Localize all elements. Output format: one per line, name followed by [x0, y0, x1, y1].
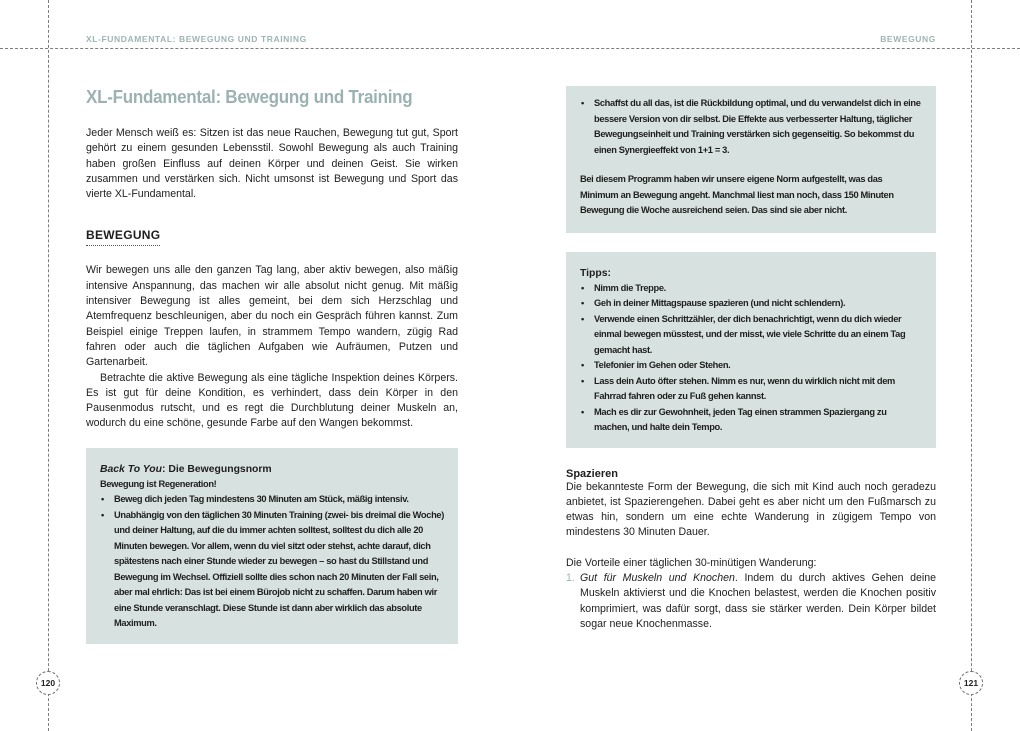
- box-list: [580, 96, 922, 158]
- tips-box: [566, 252, 936, 448]
- left-page: [86, 86, 458, 644]
- list-item: • Telefonier im Gehen oder Stehen.: [580, 358, 922, 374]
- box-title-rest: : Die Bewegungsnorm: [161, 463, 272, 475]
- box-paragraph: Bei diesem Programm haben wir unsere eigene Norm aufgestellt, was das Minimum an Bewegung angeht. Manchmal liest man noch, dass 150 Minuten Bewegung die Woche ausreichend seien. Das sind sie aber nicht.: [580, 174, 894, 215]
- crop-guide-top: [0, 48, 1020, 49]
- list-item: • Unabhängig von den täglichen 30 Minuten Training (zwei- bis dreimal die Woche) und deiner Haltung, auf die du immer achten solltest, solltest du dich alle 20 Minuten bewegen. Vor allem, wenn du viel sitzt oder stehst, achte darauf, dich spätestens nach einer Stunde wieder zu bewegen – so hast du Stillstand und Bewegung im Wechsel. Offiziell sollte dies schon nach 20 Minuten der Fall sein, aber mal ehrlich: Das ist bei einem Bürojob nicht zu schaffen. Darum haben wir eine Stunde veranschlagt. Diese Stunde ist dann aber wirklich das absolute Maximum.: [100, 508, 444, 632]
- list-item: • Mach es dir zur Gewohnheit, jeden Tag einen strammen Spaziergang zu machen, und halte dein Tempo.: [580, 405, 922, 436]
- box-list: [100, 492, 444, 632]
- box-subtitle: Bewegung ist Regeneration!: [100, 478, 217, 489]
- list-item-text: . Indem du durch aktives Gehen deine Muskeln aktivierst und die Knochen belastest, werden die Knochen positiv komprimiert, was dafür sorgt, dass sie stärker werden. Dein Körper bildet sogar neue Knochenmasse.: [580, 571, 937, 630]
- list-item: • Lass dein Auto öfter stehen. Nimm es nur, wenn du wirklich nicht mit dem Fahrrad fahren oder zu Fuß gehen kannst.: [580, 374, 922, 405]
- page-number-right: 121: [959, 671, 983, 695]
- body-paragraph: Die Vorteile einer täglichen 30-minütigen Wanderung:: [566, 556, 817, 569]
- list-item: • Beweg dich jeden Tag mindestens 30 Minuten am Stück, mäßig intensiv.: [100, 492, 444, 508]
- bewegungsnorm-box: [86, 448, 458, 644]
- crop-guide-left: [48, 0, 49, 731]
- right-page: [566, 86, 936, 632]
- list-item: • Nimm die Treppe.: [580, 281, 922, 297]
- running-head-right: BEWEGUNG: [880, 34, 936, 44]
- running-head-left: XL-FUNDAMENTAL: BEWEGUNG UND TRAINING: [86, 34, 307, 44]
- body-paragraph: Wir bewegen uns alle den ganzen Tag lang, aber aktiv bewegen, also mäßig intensive Anspannung, das machen wir alle absolut nicht genug. Mit mäßig intensiver Bewegung ist alles gemeint, bei dem sich Herzschlag und Atemfrequenz beschleunigen, aber du noch ein Gespräch führen kannst. Zum Beispiel einige Treppen laufen, in strammem Tempo wandern, zügig Rad fahren oder auch die täglichen Aufgaben wie Aufräumen, Putzen und Gartenarbeit.: [86, 264, 458, 369]
- list-item: • Geh in deiner Mittagspause spazieren (und nicht schlendern).: [580, 296, 922, 312]
- body-paragraph: Betrachte die aktive Bewegung als eine tägliche Inspektion deines Körpers. Es ist gut für deine Kondition, es verhindert, dass dein Körper in den Pausenmodus rutscht, und es regt die Durchblutung deiner Muskeln an, wodurch du eine schöne, gesunde Farbe auf den Wangen bekommst.: [86, 371, 458, 430]
- list-item: [566, 571, 936, 632]
- box-title: [100, 462, 444, 477]
- numbered-list: [566, 571, 936, 632]
- spazieren-body: [566, 480, 936, 633]
- page-title: XL-Fundamental: Bewegung und Training: [86, 86, 413, 107]
- tips-list: [580, 281, 922, 436]
- section-heading: BEWEGUNG: [86, 228, 160, 246]
- list-item-italic: Gut für Muskeln und Knochen: [580, 571, 735, 584]
- intro-paragraph: Jeder Mensch weiß es: Sitzen ist das neue Rauchen, Bewegung tut gut, Sport gehört zu einem gesunden Lebensstil. Sowohl Bewegung als auch Training haben großen Einfluss auf deinen Körper und deinen Geist. Sie wirken zusammen und verstärken sich. Nicht umsonst ist Bewegung und Sport das vierte XL-Fundamental.: [86, 127, 458, 201]
- list-item: • Verwende einen Schrittzähler, der dich benachrichtigt, wenn du dich wieder einmal bewegen müsstest, und der misst, wie viele Schritte du an einem Tag gemacht hast.: [580, 312, 922, 359]
- list-item: • Schaffst du all das, ist die Rückbildung optimal, und du verwandelst dich in eine bessere Version von dir selbst. Die Effekte aus verbesserter Haltung, täglicher Bewegungseinheit und Training verstärken sich gegenseitig. So bekommst du einen Synergieeffekt von 1+1 = 3.: [580, 96, 922, 158]
- synergy-box: [566, 86, 936, 233]
- list-number: 1.: [566, 571, 575, 584]
- sub-heading: Spazieren: [566, 467, 618, 480]
- box-title-italic: Back To You: [100, 463, 162, 475]
- tips-title: Tipps:: [580, 267, 611, 279]
- body-paragraph: Die bekannteste Form der Bewegung, die sich mit Kind auch noch geradezu anbietet, ist Spazierengehen. Dabei geht es aber nicht um den Fußmarsch zu etwas hin, sondern um eine echte Wanderung in zügigem Tempo von mindestens 30 Minuten Dauer.: [566, 480, 936, 539]
- section-body: [86, 263, 458, 431]
- intro-text: [86, 126, 458, 202]
- crop-guide-right: [971, 0, 972, 731]
- page-number-left: 120: [36, 671, 60, 695]
